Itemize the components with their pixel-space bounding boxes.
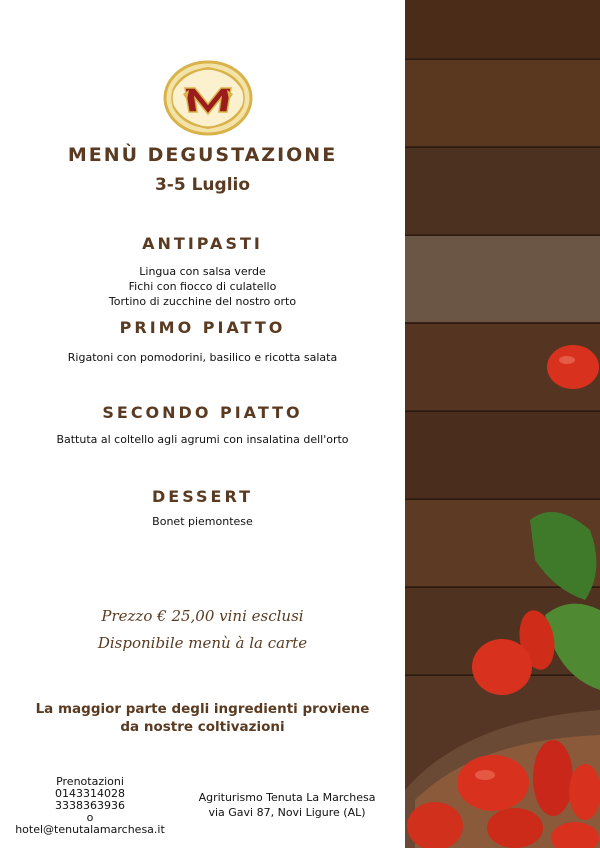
address-line1: Agriturismo Tenuta La Marchesa	[198, 791, 376, 804]
dish-item: Rigatoni con pomodorini, basilico e ricotta salata	[67, 351, 338, 364]
tenuta-logo	[163, 60, 253, 136]
menu-title: MENÙ DEGUSTAZIONE	[67, 144, 338, 166]
section-heading-antipasti: ANTIPASTI	[142, 234, 263, 253]
menu-date: 3-5 Luglio	[154, 175, 251, 195]
wood-tomato-photo	[405, 0, 600, 848]
dish-item: Bonet piemontese	[152, 515, 253, 528]
address-block	[172, 790, 402, 820]
address-line2: via Gavi 87, Novi Ligure (AL)	[208, 806, 366, 819]
dish-item: Tortino di zucchine del nostro orto	[108, 295, 297, 308]
ingredients-note-line1: La maggior parte degli ingredienti proviene	[35, 701, 370, 717]
phone-1[interactable]: 0143314028	[55, 787, 125, 800]
dish-item: Battuta al coltello agli agrumi con insalatina dell'orto	[56, 433, 349, 446]
dish-item: Fichi con fiocco di culatello	[128, 280, 277, 293]
or-label: o	[86, 811, 94, 824]
email-link[interactable]: hotel@tenutalamarchesa.it	[15, 823, 165, 836]
dish-item: Lingua con salsa verde	[139, 265, 266, 278]
booking-contacts	[0, 776, 180, 836]
carte-line: Disponibile menù à la carte	[97, 634, 308, 652]
section-heading-primo: PRIMO PIATTO	[119, 318, 286, 337]
tomatoes-basil-illustration	[405, 0, 600, 848]
section-heading-secondo: SECONDO PIATTO	[102, 403, 303, 422]
section-heading-dessert: DESSERT	[152, 487, 253, 506]
ingredients-note-line2: da nostre coltivazioni	[120, 719, 285, 735]
price-line: Prezzo € 25,00 vini esclusi	[101, 607, 304, 625]
booking-label: Prenotazioni	[56, 775, 124, 788]
phone-2[interactable]: 3338363936	[55, 799, 125, 812]
